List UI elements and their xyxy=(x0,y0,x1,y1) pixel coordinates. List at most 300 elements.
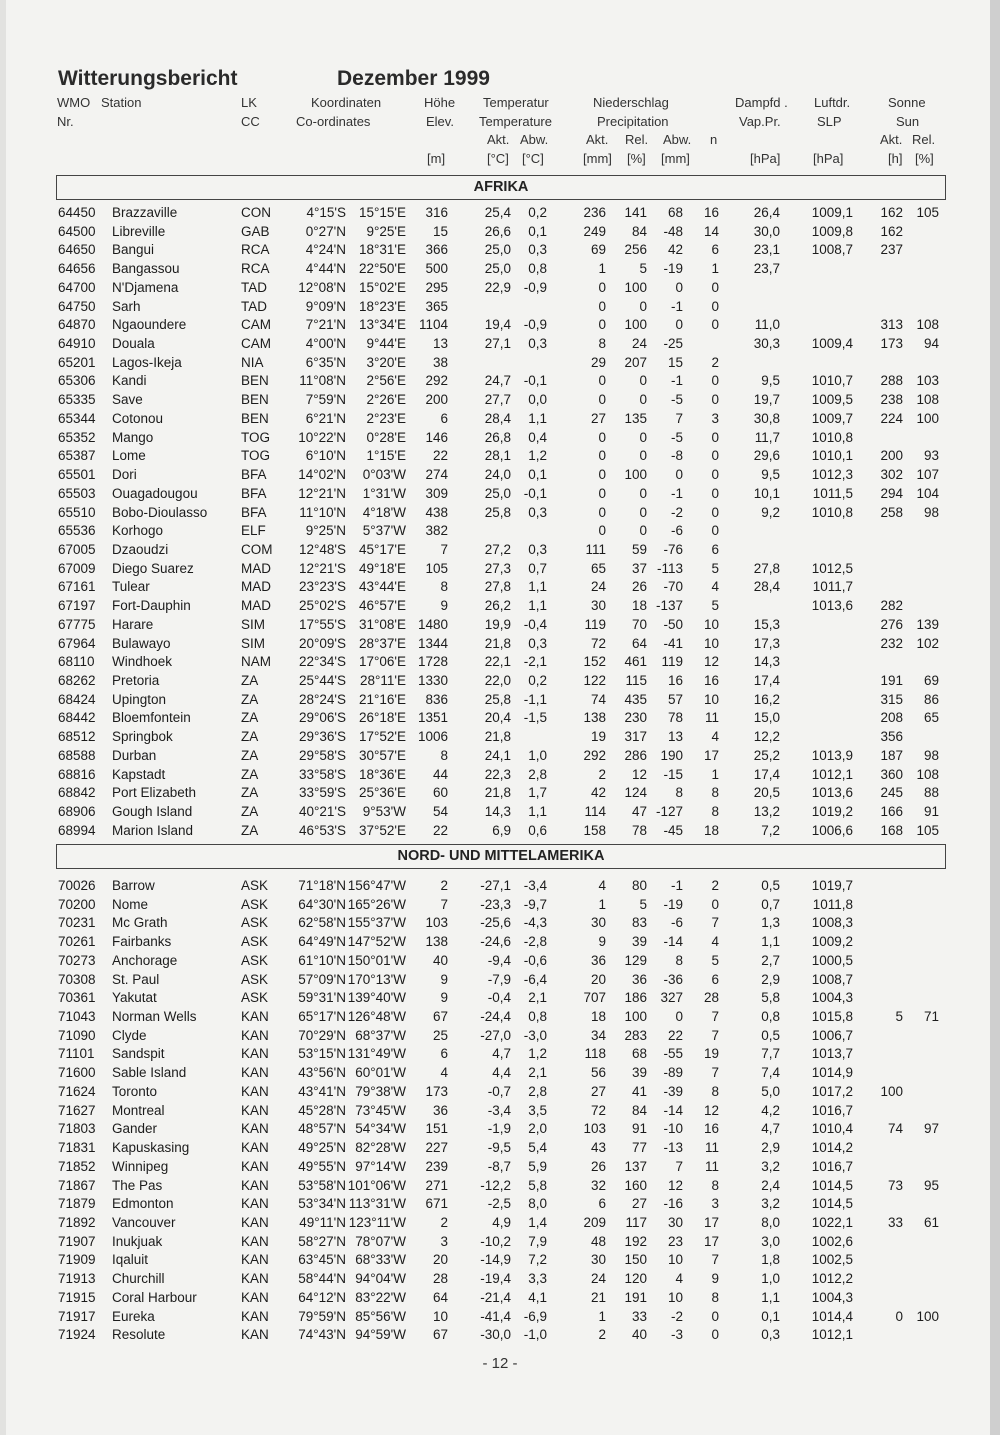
cell-latitude: 58°27'N xyxy=(298,1233,346,1249)
cell-prec-rel: 68 xyxy=(631,1046,647,1062)
cell-prec-rel: 70 xyxy=(631,616,647,632)
cell-elevation: 8 xyxy=(440,747,448,763)
table-row xyxy=(0,578,1000,597)
cell-temp-abw: 2,1 xyxy=(528,990,547,1006)
page-number: - 12 - xyxy=(482,1355,518,1372)
cell-sun-rel: 98 xyxy=(923,747,939,763)
cell-sea-level-pressure: 1009,8 xyxy=(811,223,853,239)
cell-longitude: 101°06'W xyxy=(347,1177,406,1193)
cell-prec-abw: -127 xyxy=(655,804,683,819)
cell-prec-days: 0 xyxy=(711,298,719,314)
cell-prec-akt: 2 xyxy=(598,766,606,782)
cell-prec-akt: 1 xyxy=(598,896,606,912)
cell-prec-akt: 111 xyxy=(585,541,606,557)
cell-longitude: 170°13'W xyxy=(347,971,406,987)
cell-country-code: ASK xyxy=(241,971,269,987)
cell-temp-abw: 2,8 xyxy=(528,766,547,782)
table-row xyxy=(0,1083,1000,1102)
cell-station: Churchill xyxy=(112,1271,165,1287)
cell-wmo-nr: 71803 xyxy=(58,1121,96,1137)
cell-vapour-pressure: 1,0 xyxy=(761,1271,780,1287)
cell-prec-akt: 0 xyxy=(598,373,606,389)
cell-wmo-nr: 68842 xyxy=(58,785,96,801)
cell-elevation: 239 xyxy=(425,1158,448,1174)
cell-longitude: 4°18'W xyxy=(362,504,406,520)
cell-temp-akt: 4,9 xyxy=(492,1214,511,1230)
cell-prec-abw: -2 xyxy=(670,504,683,520)
cell-wmo-nr: 64910 xyxy=(58,336,96,352)
cell-vapour-pressure: 4,7 xyxy=(761,1121,780,1137)
cell-latitude: 28°24'S xyxy=(298,691,346,707)
cell-elevation: 6 xyxy=(440,1046,448,1062)
cell-elevation: 8 xyxy=(440,579,448,595)
hdr-slp: SLP xyxy=(817,114,842,129)
cell-prec-abw: -137 xyxy=(655,598,683,614)
report-title: Witterungsbericht xyxy=(58,67,238,90)
cell-vapour-pressure: 1,3 xyxy=(761,915,780,931)
cell-vapour-pressure: 2,9 xyxy=(761,1140,780,1156)
cell-longitude: 26°18'E xyxy=(358,710,406,726)
cell-country-code: GAB xyxy=(241,223,270,239)
hdr-hpa1: [hPa] xyxy=(750,151,781,166)
cell-elevation: 671 xyxy=(425,1196,448,1212)
cell-prec-rel: 59 xyxy=(631,541,647,557)
cell-temp-abw: 0,8 xyxy=(528,261,547,277)
cell-temp-akt: 25,8 xyxy=(484,691,511,707)
cell-sun-akt: 0 xyxy=(895,1308,903,1324)
hdr-coord: Co-ordinates xyxy=(296,114,371,129)
table-row xyxy=(0,672,1000,691)
cell-station: Ouagadougou xyxy=(112,485,198,501)
cell-sea-level-pressure: 1010,4 xyxy=(811,1121,853,1137)
cell-sea-level-pressure: 1015,8 xyxy=(811,1009,853,1025)
cell-prec-abw: 190 xyxy=(660,747,683,763)
cell-elevation: 103 xyxy=(425,915,448,931)
cell-temp-abw: 1,1 xyxy=(528,410,547,426)
cell-prec-akt: 2 xyxy=(598,1327,606,1343)
cell-sea-level-pressure: 1012,3 xyxy=(811,467,853,483)
cell-prec-akt: 103 xyxy=(583,1121,606,1137)
cell-prec-akt: 152 xyxy=(583,654,606,670)
cell-sun-rel: 139 xyxy=(916,616,939,632)
cell-prec-akt: 0 xyxy=(598,317,606,333)
hdr-pct2: [%] xyxy=(915,151,934,166)
cell-latitude: 7°59'N xyxy=(305,392,346,408)
cell-prec-abw: -5 xyxy=(670,392,683,408)
cell-sea-level-pressure: 1009,2 xyxy=(811,934,853,950)
cell-station: Sable Island xyxy=(112,1065,187,1081)
cell-sea-level-pressure: 1011,5 xyxy=(812,485,853,501)
cell-longitude: 0°03'W xyxy=(362,467,406,483)
cell-wmo-nr: 68994 xyxy=(58,822,96,838)
cell-station: Bobo-Dioulasso xyxy=(112,504,208,520)
cell-sea-level-pressure: 1013,6 xyxy=(811,785,853,801)
table-row xyxy=(0,1270,1000,1289)
cell-temp-akt: 27,3 xyxy=(484,560,511,576)
cell-country-code: KAN xyxy=(241,1177,269,1193)
cell-temp-akt: -24,4 xyxy=(480,1009,511,1025)
cell-vapour-pressure: 30,3 xyxy=(753,336,780,352)
cell-longitude: 9°44'E xyxy=(366,336,406,352)
station-table-afrika xyxy=(0,204,1000,840)
cell-temp-abw: -0,9 xyxy=(523,279,547,295)
cell-country-code: ZA xyxy=(241,672,259,688)
hdr-nied-de: Niederschlag xyxy=(593,95,669,110)
cell-elevation: 22 xyxy=(432,822,448,838)
cell-sun-akt: 73 xyxy=(887,1177,903,1193)
cell-temp-akt: -8,7 xyxy=(487,1158,511,1174)
cell-longitude: 13°34'E xyxy=(358,317,406,333)
cell-wmo-nr: 65536 xyxy=(58,523,96,539)
cell-prec-rel: 191 xyxy=(624,1289,647,1305)
cell-elevation: 1728 xyxy=(417,654,448,670)
cell-longitude: 82°28'W xyxy=(355,1140,406,1156)
cell-station: Windhoek xyxy=(112,654,173,670)
cell-wmo-nr: 71913 xyxy=(58,1271,96,1287)
cell-prec-akt: 27 xyxy=(590,410,606,426)
cell-prec-abw: -13 xyxy=(663,1140,683,1156)
cell-wmo-nr: 65344 xyxy=(58,410,96,426)
cell-elevation: 28 xyxy=(432,1271,448,1287)
cell-sun-akt: 282 xyxy=(880,598,903,614)
column-header xyxy=(0,94,1000,174)
cell-prec-rel: 36 xyxy=(631,971,647,987)
cell-prec-abw: 8 xyxy=(675,952,683,968)
table-row xyxy=(0,952,1000,971)
cell-temp-akt: -0,7 xyxy=(487,1083,511,1099)
cell-prec-days: 28 xyxy=(703,990,719,1006)
cell-station: Harare xyxy=(112,616,154,632)
hdr-nr: Nr. xyxy=(57,114,74,129)
cell-latitude: 61°10'N xyxy=(298,952,346,968)
cell-country-code: KAN xyxy=(241,1327,269,1343)
cell-prec-akt: 29 xyxy=(590,354,606,370)
cell-prec-rel: 27 xyxy=(631,1196,647,1212)
cell-prec-rel: 115 xyxy=(625,672,647,688)
cell-elevation: 7 xyxy=(440,541,448,557)
cell-elevation: 38 xyxy=(432,354,448,370)
cell-temp-akt: 22,9 xyxy=(484,279,511,295)
cell-latitude: 22°34'S xyxy=(298,654,346,670)
cell-vapour-pressure: 4,2 xyxy=(761,1102,780,1118)
cell-sea-level-pressure: 1012,1 xyxy=(811,766,853,782)
cell-vapour-pressure: 26,4 xyxy=(753,205,780,220)
cell-sun-akt: 356 xyxy=(880,729,903,745)
cell-country-code: KAN xyxy=(241,1214,269,1230)
cell-vapour-pressure: 7,4 xyxy=(761,1065,780,1081)
cell-prec-akt: 236 xyxy=(583,205,606,220)
cell-prec-rel: 135 xyxy=(624,410,647,426)
cell-latitude: 64°30'N xyxy=(298,896,346,912)
cell-prec-rel: 0 xyxy=(639,485,647,501)
cell-vapour-pressure: 0,5 xyxy=(761,878,780,893)
cell-temp-akt: 4,7 xyxy=(492,1046,511,1062)
cell-vapour-pressure: 9,2 xyxy=(761,504,780,520)
cell-latitude: 7°21'N xyxy=(305,317,346,333)
table-row xyxy=(0,933,1000,952)
cell-sea-level-pressure: 1014,4 xyxy=(811,1308,853,1324)
cell-prec-days: 6 xyxy=(711,541,719,557)
cell-wmo-nr: 65352 xyxy=(58,429,96,445)
cell-country-code: ZA xyxy=(241,804,259,819)
cell-prec-rel: 207 xyxy=(624,354,647,370)
cell-temp-abw: -9,7 xyxy=(523,896,547,912)
table-row xyxy=(0,1045,1000,1064)
cell-sun-akt: 162 xyxy=(880,223,903,239)
cell-sea-level-pressure: 1004,3 xyxy=(811,1289,853,1305)
cell-temp-abw: 1,2 xyxy=(528,448,547,464)
cell-prec-abw: -2 xyxy=(670,1308,683,1324)
cell-vapour-pressure: 9,5 xyxy=(761,467,780,483)
table-row xyxy=(0,1102,1000,1121)
cell-prec-days: 8 xyxy=(711,1289,719,1305)
cell-station: Bangui xyxy=(112,242,155,258)
cell-temp-akt: -10,2 xyxy=(480,1233,511,1249)
cell-prec-akt: 9 xyxy=(598,934,606,950)
cell-prec-rel: 39 xyxy=(631,934,647,950)
cell-latitude: 0°27'N xyxy=(305,223,346,239)
cell-sun-rel: 93 xyxy=(923,448,939,464)
cell-prec-abw: 119 xyxy=(661,654,683,670)
cell-longitude: 46°57'E xyxy=(358,598,406,614)
cell-prec-rel: 24 xyxy=(631,336,647,352)
cell-station: Sandspit xyxy=(112,1046,165,1062)
cell-wmo-nr: 71090 xyxy=(58,1027,96,1043)
cell-prec-akt: 72 xyxy=(590,635,606,651)
cell-prec-abw: 30 xyxy=(667,1214,683,1230)
cell-prec-abw: -70 xyxy=(663,579,683,595)
hdr-mm1: [mm] xyxy=(583,151,612,166)
hdr-c2: [°C] xyxy=(522,151,544,166)
cell-wmo-nr: 71831 xyxy=(58,1140,96,1156)
cell-prec-days: 5 xyxy=(711,560,719,576)
cell-longitude: 123°11'W xyxy=(348,1214,406,1230)
cell-prec-abw: 16 xyxy=(667,672,683,688)
cell-country-code: SIM xyxy=(241,616,266,632)
cell-temp-akt: 28,1 xyxy=(484,448,511,464)
cell-wmo-nr: 64750 xyxy=(58,298,96,314)
cell-sun-akt: 276 xyxy=(880,616,903,632)
cell-prec-days: 7 xyxy=(711,1027,719,1043)
cell-elevation: 836 xyxy=(425,691,448,707)
cell-temp-akt: -12,2 xyxy=(480,1177,511,1193)
cell-sun-akt: 288 xyxy=(880,373,903,389)
cell-prec-rel: 77 xyxy=(631,1140,647,1156)
cell-country-code: ZA xyxy=(241,822,259,838)
cell-country-code: CAM xyxy=(241,317,271,333)
table-row xyxy=(0,803,1000,822)
cell-temp-akt: -1,9 xyxy=(487,1121,511,1137)
cell-elevation: 151 xyxy=(425,1121,448,1137)
cell-latitude: 48°57'N xyxy=(298,1121,346,1137)
cell-latitude: 10°22'N xyxy=(298,429,346,445)
cell-prec-akt: 0 xyxy=(598,429,606,445)
cell-sun-rel: 94 xyxy=(923,336,939,352)
cell-longitude: 94°59'W xyxy=(355,1327,406,1343)
cell-temp-abw: 0,1 xyxy=(528,467,547,483)
cell-temp-abw: 0,8 xyxy=(528,1009,547,1025)
cell-sun-akt: 238 xyxy=(880,392,903,408)
cell-prec-rel: 26 xyxy=(631,579,647,595)
hdr-h: [h] xyxy=(888,151,903,166)
cell-wmo-nr: 67161 xyxy=(58,579,96,595)
cell-prec-days: 0 xyxy=(711,467,719,483)
cell-station: Norman Wells xyxy=(112,1009,197,1025)
cell-sun-rel: 98 xyxy=(923,504,939,520)
cell-longitude: 21°16'E xyxy=(358,691,406,707)
hdr-koord: Koordinaten xyxy=(311,95,382,110)
cell-temp-abw: 7,2 xyxy=(528,1252,547,1268)
cell-longitude: 43°44'E xyxy=(358,579,406,595)
cell-prec-days: 0 xyxy=(711,317,719,333)
table-row xyxy=(0,410,1000,429)
cell-latitude: 17°55'S xyxy=(298,616,346,632)
cell-station: Libreville xyxy=(112,223,166,239)
cell-elevation: 227 xyxy=(425,1140,448,1156)
cell-wmo-nr: 65503 xyxy=(58,485,96,501)
cell-country-code: ZA xyxy=(241,766,259,782)
table-row xyxy=(0,223,1000,242)
cell-vapour-pressure: 0,1 xyxy=(761,1308,780,1324)
table-row xyxy=(0,728,1000,747)
cell-vapour-pressure: 23,7 xyxy=(753,261,780,277)
cell-prec-rel: 0 xyxy=(639,448,647,464)
table-row xyxy=(0,691,1000,710)
cell-vapour-pressure: 30,8 xyxy=(753,410,780,426)
cell-prec-days: 2 xyxy=(711,354,719,370)
table-row xyxy=(0,1289,1000,1308)
cell-sea-level-pressure: 1022,1 xyxy=(811,1214,853,1230)
cell-latitude: 64°12'N xyxy=(298,1289,346,1305)
cell-prec-abw: 23 xyxy=(667,1233,683,1249)
cell-prec-abw: -48 xyxy=(663,223,683,239)
cell-sun-rel: 65 xyxy=(923,710,939,726)
cell-station: Pretoria xyxy=(112,672,160,688)
cell-elevation: 438 xyxy=(425,504,448,520)
cell-vapour-pressure: 30,0 xyxy=(753,223,780,239)
cell-prec-days: 0 xyxy=(711,1308,719,1324)
table-row xyxy=(0,1158,1000,1177)
cell-temp-akt: 26,6 xyxy=(484,223,511,239)
cell-prec-akt: 32 xyxy=(590,1177,606,1193)
cell-sea-level-pressure: 1009,7 xyxy=(811,410,853,426)
cell-sea-level-pressure: 1006,6 xyxy=(811,822,853,838)
cell-wmo-nr: 65335 xyxy=(58,392,96,408)
hdr-station: Station xyxy=(101,95,142,110)
hdr-sun: Sun xyxy=(896,114,920,129)
cell-latitude: 40°21'S xyxy=(298,804,346,819)
cell-elevation: 20 xyxy=(432,1252,448,1268)
cell-wmo-nr: 71915 xyxy=(58,1289,96,1305)
cell-longitude: 79°38'W xyxy=(355,1083,406,1099)
cell-sea-level-pressure: 1019,7 xyxy=(811,878,853,893)
cell-wmo-nr: 70361 xyxy=(58,990,96,1006)
cell-vapour-pressure: 0,7 xyxy=(761,896,780,912)
table-row xyxy=(0,1214,1000,1233)
cell-prec-akt: 30 xyxy=(590,598,606,614)
cell-country-code: BEN xyxy=(241,373,269,389)
cell-station: Port Elizabeth xyxy=(112,785,197,801)
cell-station: Yakutat xyxy=(112,990,157,1006)
cell-prec-rel: 160 xyxy=(624,1177,647,1193)
cell-vapour-pressure: 0,5 xyxy=(761,1027,780,1043)
hdr-pct1: [%] xyxy=(627,151,646,166)
table-row xyxy=(0,1120,1000,1139)
cell-longitude: 113°31'W xyxy=(348,1196,406,1212)
cell-prec-akt: 1 xyxy=(598,261,606,277)
cell-vapour-pressure: 20,5 xyxy=(753,785,780,801)
table-row xyxy=(0,766,1000,785)
cell-sea-level-pressure: 1016,7 xyxy=(811,1158,853,1174)
cell-longitude: 18°36'E xyxy=(358,766,406,782)
cell-vapour-pressure: 11,7 xyxy=(754,429,780,445)
table-row xyxy=(0,1139,1000,1158)
cell-country-code: KAN xyxy=(241,1027,269,1043)
cell-prec-days: 0 xyxy=(711,504,719,520)
cell-temp-abw: 0,3 xyxy=(528,635,547,651)
cell-prec-akt: 707 xyxy=(583,990,606,1006)
cell-sun-akt: 258 xyxy=(880,504,903,520)
cell-temp-akt: 24,1 xyxy=(484,747,511,763)
cell-sea-level-pressure: 1011,7 xyxy=(812,579,853,595)
cell-latitude: 4°24'N xyxy=(305,242,346,258)
cell-prec-akt: 0 xyxy=(598,467,606,483)
hdr-dampf: Dampfd . xyxy=(735,95,788,110)
cell-temp-abw: 0,2 xyxy=(528,205,547,220)
cell-prec-days: 7 xyxy=(711,1252,719,1268)
cell-wmo-nr: 70026 xyxy=(58,878,96,893)
table-row xyxy=(0,896,1000,915)
cell-sun-akt: 173 xyxy=(880,336,903,352)
table-row xyxy=(0,971,1000,990)
cell-prec-akt: 34 xyxy=(590,1027,606,1043)
cell-prec-abw: -6 xyxy=(670,523,683,539)
cell-elevation: 105 xyxy=(425,560,448,576)
cell-sea-level-pressure: 1009,5 xyxy=(811,392,853,408)
cell-sun-rel: 104 xyxy=(916,485,939,501)
cell-station: The Pas xyxy=(112,1177,163,1193)
cell-prec-days: 2 xyxy=(711,878,719,893)
cell-latitude: 74°43'N xyxy=(298,1327,346,1343)
cell-temp-abw: 5,8 xyxy=(528,1177,547,1193)
cell-country-code: KAN xyxy=(241,1046,269,1062)
cell-latitude: 9°25'N xyxy=(305,523,346,539)
cell-prec-abw: -45 xyxy=(663,822,683,838)
cell-temp-abw: 1,4 xyxy=(528,1214,547,1230)
cell-country-code: ZA xyxy=(241,729,259,745)
cell-prec-akt: 249 xyxy=(583,223,606,239)
cell-station: Korhogo xyxy=(112,523,164,539)
cell-sun-akt: 187 xyxy=(880,747,903,763)
cell-vapour-pressure: 15,3 xyxy=(753,616,780,632)
hdr-lk: LK xyxy=(241,95,257,110)
cell-latitude: 43°41'N xyxy=(298,1083,346,1099)
hdr-temp-en: Temperature xyxy=(479,114,552,129)
cell-station: Anchorage xyxy=(112,952,178,968)
cell-station: Vancouver xyxy=(112,1214,176,1230)
cell-vapour-pressure: 5,8 xyxy=(761,990,780,1006)
cell-longitude: 150°01'W xyxy=(347,952,406,968)
cell-sun-akt: 315 xyxy=(880,691,903,707)
cell-sea-level-pressure: 1016,7 xyxy=(811,1102,853,1118)
cell-station: Eureka xyxy=(112,1308,155,1324)
cell-temp-akt: 25,4 xyxy=(484,205,511,220)
cell-prec-days: 11 xyxy=(704,1140,719,1156)
cell-sea-level-pressure: 1004,3 xyxy=(811,990,853,1006)
cell-temp-abw: 7,9 xyxy=(528,1233,547,1249)
cell-country-code: BEN xyxy=(241,410,269,426)
cell-prec-days: 11 xyxy=(704,1158,719,1174)
